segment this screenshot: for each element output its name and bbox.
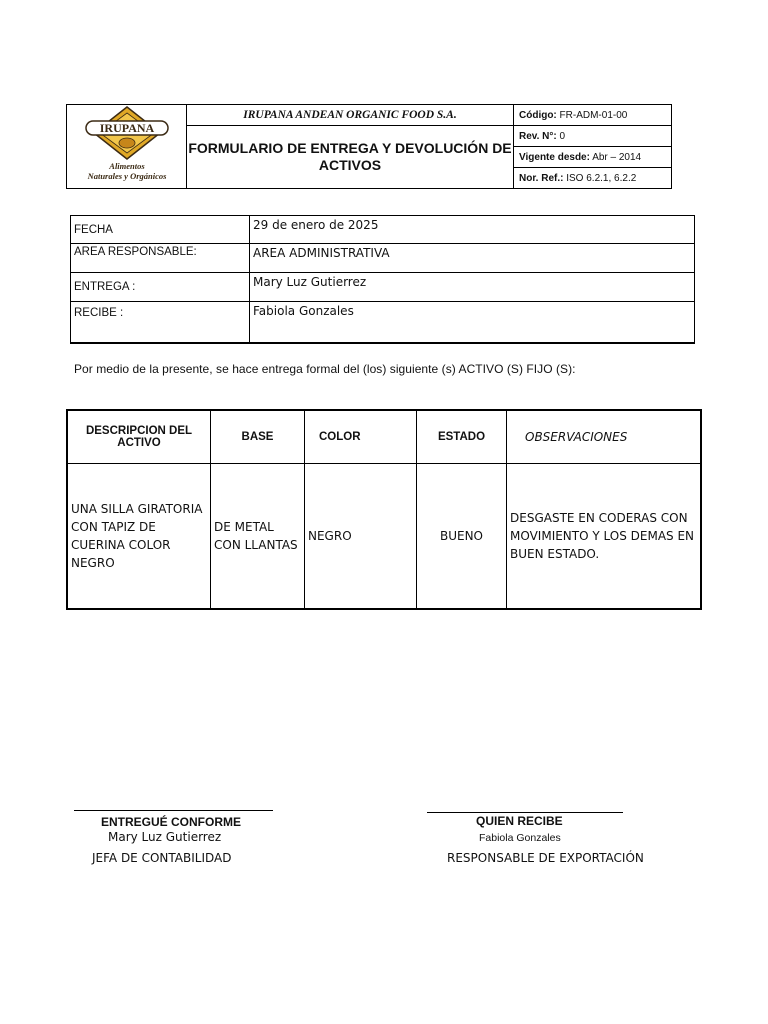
signature-role-left: JEFA DE CONTABILIDAD [92,851,232,865]
recibe-label: RECIBE : [71,302,250,343]
cell-color: NEGRO [305,464,417,610]
col-header-descripcion: DESCRIPCION DEL ACTIVO [67,410,211,464]
assets-table [66,409,702,610]
fecha-label: FECHA [71,216,250,244]
codigo-cell: Código: FR-ADM-01-00 [514,105,672,126]
info-table [70,215,695,344]
entrega-label: ENTREGA : [71,273,250,302]
rev-cell: Rev. N°: 0 [514,126,672,147]
area-label: AREA RESPONSABLE: [71,244,250,273]
svg-text:IRUPANA: IRUPANA [99,121,154,135]
logo-tagline-1: Alimentos [108,161,145,171]
form-title: FORMULARIO DE ENTREGA Y DEVOLUCIÓN DE ACTIVOS [187,126,514,189]
col-header-estado: ESTADO [417,410,507,464]
signature-line-right [427,812,623,813]
document-header [66,104,672,189]
col-header-base: BASE [211,410,305,464]
entrega-value: Mary Luz Gutierrez [250,273,695,302]
logo-tagline-2: Naturales y Orgánicos [87,171,166,181]
cell-observaciones: DESGASTE EN CODERAS CON MOVIMIENTO Y LOS DEMAS EN BUEN ESTADO. [507,464,702,610]
table-row [67,464,701,610]
area-value: AREA ADMINISTRATIVA [250,244,695,273]
fecha-value: 29 de enero de 2025 [250,216,695,244]
norref-cell: Nor. Ref.: ISO 6.2.1, 6.2.2 [514,168,672,189]
irupana-logo [72,105,182,183]
col-header-color: COLOR [305,410,417,464]
logo-cell [67,105,187,189]
company-name: IRUPANA ANDEAN ORGANIC FOOD S.A. [187,105,514,126]
signature-line-left [74,810,273,811]
cell-estado: BUENO [417,464,507,610]
recibe-value: Fabiola Gonzales [250,302,695,343]
signature-role-right: RESPONSABLE DE EXPORTACIÓN [447,851,644,865]
cell-descripcion: UNA SILLA GIRATORIA CON TAPIZ DE CUERINA COLOR NEGRO [67,464,211,610]
vigente-cell: Vigente desde: Abr – 2014 [514,147,672,168]
signature-label-right: QUIEN RECIBE [476,814,563,828]
signature-name-left: Mary Luz Gutierrez [108,830,222,844]
signature-name-right: Fabiola Gonzales [479,832,561,844]
cell-base: DE METAL CON LLANTAS [211,464,305,610]
intro-text: Por medio de la presente, se hace entrega formal del (los) siguiente (s) ACTIVO (S) FIJO (S): [74,362,576,376]
col-header-observaciones: OBSERVACIONES [507,410,702,464]
signature-label-left: ENTREGUÉ CONFORME [101,815,242,829]
